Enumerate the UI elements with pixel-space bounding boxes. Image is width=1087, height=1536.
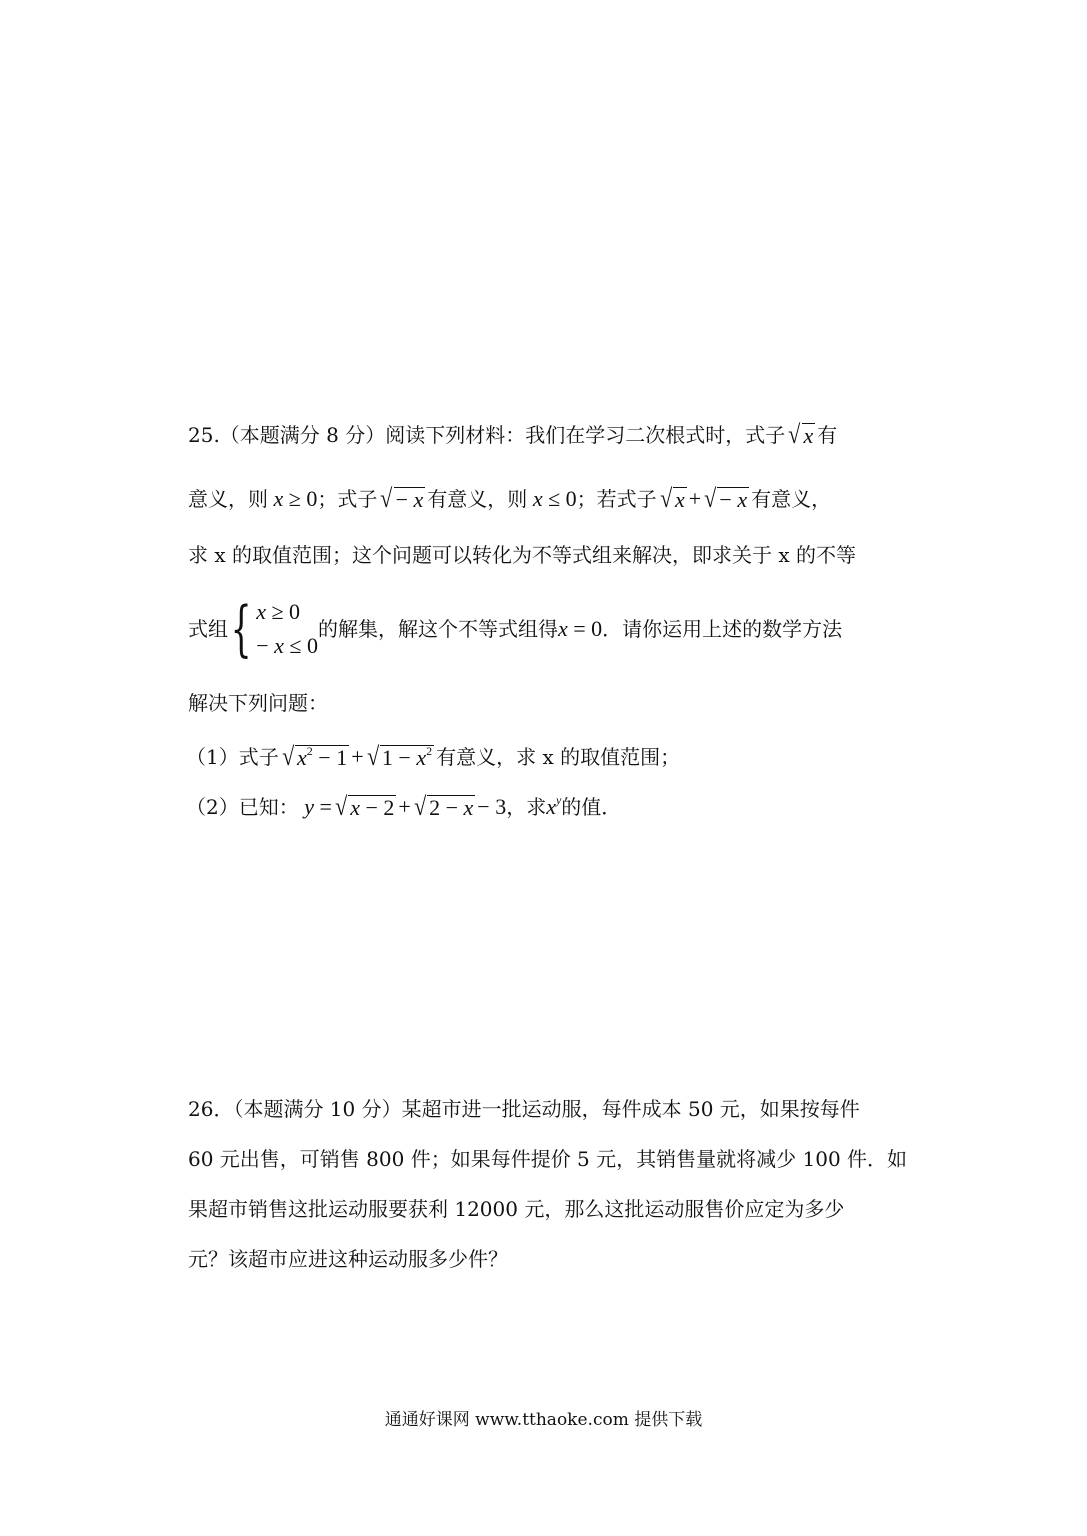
q26-line-2: 60 元出售，可销售 800 件；如果每件提价 5 元，其销售量就将减少 100 件．如	[188, 1147, 908, 1171]
q25-line-3: 求 x 的取值范围；这个问题可以转化为不等式组来解决，即求关于 x 的不等	[188, 543, 856, 567]
sqrt-x2-minus-1: √ $x^2 - 1$	[281, 742, 348, 771]
math-x-pow-y: $x^y$	[546, 793, 562, 819]
q26-line-3: 果超市销售这批运动服要获利 12000 元，那么这批运动服售价应定为多少	[188, 1197, 845, 1221]
q25-line-5: 解决下列问题：	[188, 691, 328, 715]
sqrt-1-minus-x2: √ $1 - x^2$	[366, 742, 433, 771]
page-footer: 通通好课网 www.tthaoke.com 提供下载	[384, 1410, 703, 1430]
q25-line-1: 25.（本题满分 8 分）阅读下列材料：我们在学习二次根式时，式子 √ x 有	[188, 420, 838, 449]
q25-part-2: （2）已知： y = √ x − 2 + √ 2 − x − 3 ，求 $x^y$ 的值．	[186, 792, 622, 821]
sqrt-2-minus-x: √ 2 − x	[413, 792, 474, 821]
q25-part-1: （1）式子 √ $x^2 - 1$ + √ $1 - x^2$ 有意义，求 x 的取值范围；	[186, 742, 681, 771]
q26-line-1: 26．（本题满分 10 分）某超市进一批运动服，每件成本 50 元，如果按每件	[188, 1097, 860, 1121]
inequality-system: x ≥ 0 − x ≤ 0	[256, 599, 318, 658]
math-y-eq: y =	[298, 794, 332, 819]
q26-line-4: 元？该超市应进这种运动服多少件？	[188, 1247, 508, 1271]
math-x-ge-0: x ≥ 0	[268, 486, 318, 511]
math-x-le-0: x ≤ 0	[527, 486, 577, 511]
sqrt-x-minus-2: √ x − 2	[334, 792, 395, 821]
brace-icon: {	[230, 594, 252, 664]
sqrt-neg-x: √ − x	[380, 484, 424, 513]
sqrt-x-2: √ x	[659, 484, 685, 513]
q25-line-4: 式组 { x ≥ 0 − x ≤ 0 的解集，解这个不等式组得 x = 0 ．请你运用上述的数学方法	[188, 594, 843, 664]
sqrt-x: √ x	[788, 420, 814, 449]
q25-line-2: 意义，则 x ≥ 0 ；式子 √ − x 有意义，则 x ≤ 0 ；若式子 √ x + √ − x 有意义，	[188, 484, 832, 513]
sqrt-neg-x-2: √ − x	[704, 484, 748, 513]
math-x-eq-0: x = 0	[557, 616, 603, 641]
